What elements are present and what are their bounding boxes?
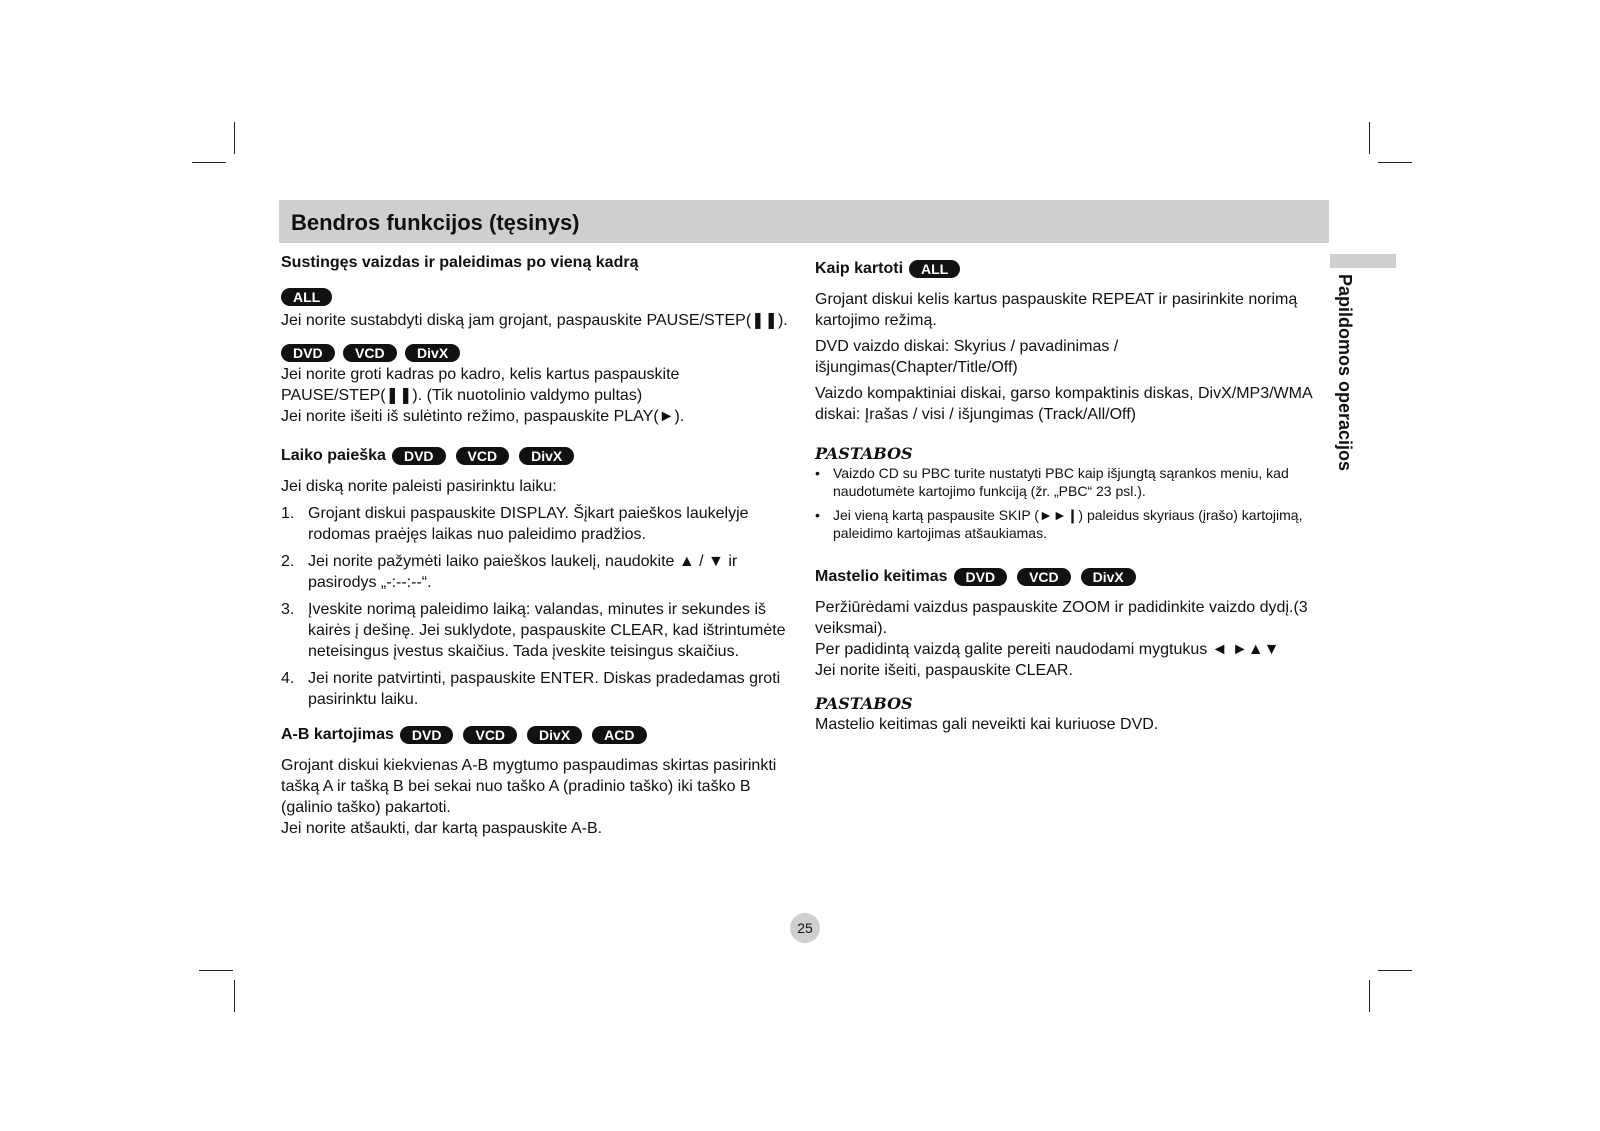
right-column [815, 258, 1325, 735]
crop-mark [1369, 980, 1370, 1012]
zoom-text-3: Jei norite išeiti, paspauskite CLEAR. [815, 662, 1073, 679]
time-search-heading [281, 445, 791, 466]
badge-acd: ACD [592, 726, 646, 744]
freeze-badges-all [281, 287, 791, 308]
badge-divx: DivX [527, 726, 582, 744]
crop-mark [1378, 970, 1412, 971]
badge-divx: DivX [519, 447, 574, 465]
badge-dvd: DVD [392, 447, 446, 465]
zoom-text-2: Per padidintą vaizdą galite pereiti naudodami mygtukus ◄ ►▲▼ [815, 641, 1280, 658]
repeat-notes [815, 464, 1325, 542]
crop-mark [1378, 162, 1412, 163]
list-item [281, 599, 791, 662]
ab-repeat-text-2: Jei norite atšaukti, dar kartą paspauskite A-B. [281, 820, 603, 837]
ab-repeat-heading-text: A-B kartojimas [281, 726, 394, 743]
step-number: 4. [281, 670, 295, 687]
crop-mark [199, 970, 233, 971]
step-text: Jei norite pažymėti laiko paieškos laukelį, naudokite ▲ / ▼ ir pasirodys „-:--:--“. [308, 553, 738, 591]
crop-mark [234, 980, 235, 1012]
badge-divx: DivX [405, 344, 460, 362]
zoom-note: Mastelio keitimas gali neveikti kai kuriuose DVD. [815, 716, 1159, 733]
freeze-text-all: Jei norite sustabdyti diską jam grojant, paspauskite PAUSE/STEP(❚❚). [281, 312, 788, 329]
list-item [281, 551, 791, 593]
step-text: Jei norite patvirtinti, paspauskite ENTER. Diskas pradedamas groti pasirinktu laiku. [308, 670, 781, 708]
zoom-heading [815, 566, 1325, 587]
step-text: Grojant diskui paspauskite DISPLAY. Šįkart paieškos laukelyje rodomas praėjęs laikas nuo paleidimo pradžios. [308, 505, 749, 543]
badge-dvd: DVD [400, 726, 454, 744]
zoom-heading-text: Mastelio keitimas [815, 568, 948, 585]
list-item: • Vaizdo CD su PBC turite nustatyti PBC kaip išjungtą sąrankos meniu, kad naudotumėte kartojimo funkciją (žr. „PBC“ 23 psl.). [815, 464, 1325, 500]
list-item: • Jei vieną kartą paspausite SKIP (►►❙) paleidus skyriaus (įrašo) kartojimą, paleidimo kartojimas atšaukiamas. [815, 506, 1325, 542]
freeze-text-2: Jei norite išeiti iš sulėtinto režimo, paspauskite PLAY(►). [281, 408, 685, 425]
zoom-text-1: Peržiūrėdami vaizdus paspauskite ZOOM ir padidinkite vaizdo dydį.(3 veiksmai). [815, 599, 1308, 637]
crop-mark [234, 122, 235, 154]
page-number: 25 [790, 913, 820, 943]
step-number: 2. [281, 553, 295, 570]
repeat-text-2: DVD vaizdo diskai: Skyrius / pavadinimas / išjungimas(Chapter/Title/Off) [815, 338, 1119, 376]
time-search-intro: Jei diską norite paleisti pasirinktu laiku: [281, 478, 557, 495]
side-label-text: Papildomos operacijos [1335, 274, 1355, 472]
step-number: 3. [281, 601, 295, 618]
badge-dvd: DVD [281, 344, 335, 362]
freeze-badges [281, 343, 791, 364]
badge-vcd: VCD [456, 447, 510, 465]
freeze-heading: Sustingęs vaizdas ir paleidimas po vieną kadrą [281, 254, 639, 271]
list-item [281, 503, 791, 545]
zoom-notes-title: PASTABOS [815, 694, 913, 713]
repeat-heading [815, 258, 1325, 279]
repeat-text-3: Vaizdo kompaktiniai diskai, garso kompaktinis diskas, DivX/MP3/WMA diskai: Įrašas / visi / išjungimas (Track/All/Off) [815, 385, 1312, 423]
side-tab [1330, 254, 1396, 268]
ab-repeat-text-1: Grojant diskui kiekvienas A-B mygtumo paspaudimas skirtas pasirinkti tašką A ir tašką B bei sekai nuo taško A (pradinio taško) iki taško B (galinio taško) pakartoti. [281, 757, 777, 816]
list-item [281, 668, 791, 710]
left-column [281, 252, 791, 839]
crop-mark [1369, 122, 1370, 154]
badge-all: ALL [281, 288, 332, 306]
time-search-steps [281, 503, 791, 710]
repeat-notes-title: PASTABOS [815, 444, 913, 463]
badge-divx: DivX [1081, 568, 1136, 586]
page-title: Bendros funkcijos (tęsinys) [291, 210, 580, 235]
section-header [279, 200, 1329, 243]
step-number: 1. [281, 505, 295, 522]
badge-dvd: DVD [954, 568, 1008, 586]
time-search-heading-text: Laiko paieška [281, 447, 386, 464]
freeze-text-1: Jei norite groti kadras po kadro, kelis kartus paspauskite PAUSE/STEP(❚❚). (Tik nuotolinio valdymo pultas) [281, 366, 680, 404]
repeat-heading-text: Kaip kartoti [815, 260, 904, 277]
badge-vcd: VCD [1017, 568, 1071, 586]
ab-repeat-heading [281, 724, 791, 745]
side-label [1330, 274, 1360, 488]
badge-vcd: VCD [463, 726, 517, 744]
repeat-text-1: Grojant diskui kelis kartus paspauskite REPEAT ir pasirinkite norimą kartojimo režimą. [815, 291, 1298, 329]
step-text: Įveskite norimą paleidimo laiką: valandas, minutes ir sekundes iš kairės į dešinę. Jei suklydote, paspauskite CLEAR, kad ištrintumėte neteisingus įvestus skaičius. Tada įveskite teisingus skaičius. [308, 601, 786, 660]
badge-vcd: VCD [343, 344, 397, 362]
badge-all: ALL [909, 260, 960, 278]
crop-mark [192, 162, 226, 163]
